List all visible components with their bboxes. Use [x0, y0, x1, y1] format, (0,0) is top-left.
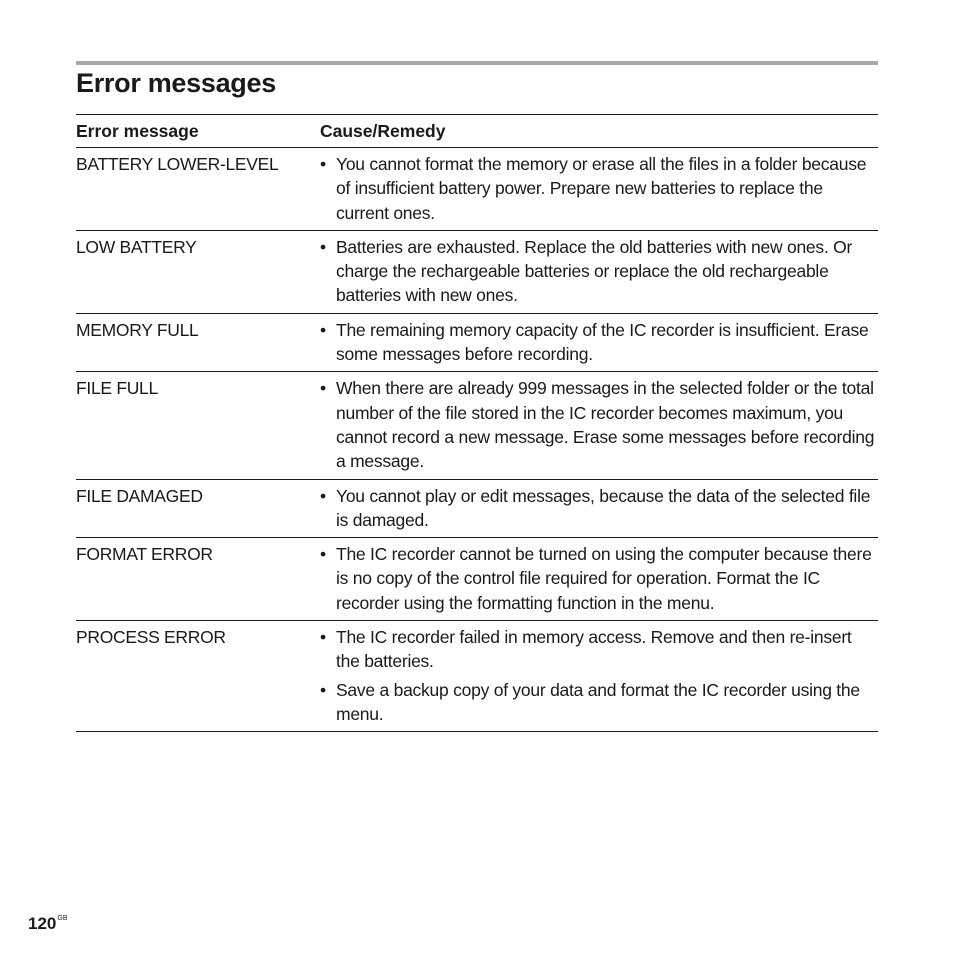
remedy-bullet-item: [320, 376, 878, 473]
cause-remedy-cell: [320, 152, 878, 225]
remedy-text: You cannot play or edit messages, because the data of the selected file is damaged.: [336, 485, 871, 530]
remedy-bullet-item: [320, 625, 878, 674]
error-message-cell: PROCESS ERROR: [76, 627, 226, 648]
error-message-cell: BATTERY LOWER-LEVEL: [76, 154, 279, 174]
cause-remedy-cell: [320, 318, 878, 367]
error-message-cell: FILE DAMAGED: [76, 485, 203, 506]
cause-remedy-cell: [320, 235, 878, 308]
table-row: [76, 538, 878, 621]
remedy-bullet-item: [320, 678, 878, 727]
error-message-cell: FILE FULL: [76, 378, 158, 399]
remedy-bullet-item: [320, 152, 878, 225]
table-row: [76, 372, 878, 479]
error-message-cell: MEMORY FULL: [76, 319, 199, 340]
remedy-bullet-item: [320, 235, 878, 308]
remedy-text: Batteries are exhausted. Replace the old batteries with new ones. Or charge the rechargeable batteries or replace the old rechargeable batteries with new ones.: [336, 236, 853, 306]
remedy-text: The IC recorder cannot be turned on using the computer because there is no copy of the control file required for operation. Format the IC recorder using the formatting function in the menu.: [336, 544, 872, 613]
remedy-text: When there are already 999 messages in the selected folder or the total number of the file stored in the IC recorder becomes maximum, you cannot record a new message. Erase some messages before recording a message.: [336, 378, 875, 472]
cause-remedy-cell: [320, 376, 878, 473]
page-title: Error messages: [76, 68, 276, 98]
bullet-icon: •: [320, 544, 326, 565]
bullet-icon: •: [320, 378, 326, 399]
remedy-text: Save a backup copy of your data and format the IC recorder using the menu.: [336, 679, 860, 724]
cause-remedy-cell: [320, 542, 878, 615]
bullet-icon: •: [320, 627, 326, 648]
remedy-bullet-item: [320, 318, 878, 367]
bullet-icon: •: [320, 154, 326, 174]
remedy-text: The IC recorder failed in memory access. Remove and then re-insert the batteries.: [336, 627, 852, 672]
error-message-cell: LOW BATTERY: [76, 236, 197, 257]
page-number: 120: [28, 914, 57, 933]
remedy-text: The remaining memory capacity of the IC recorder is insufficient. Erase some messages before recording.: [336, 319, 869, 365]
table-row: [76, 314, 878, 373]
remedy-bullet-item: [320, 542, 878, 615]
table-row: [76, 231, 878, 314]
bullet-icon: •: [320, 679, 326, 700]
bullet-icon: •: [320, 319, 326, 340]
error-message-cell: FORMAT ERROR: [76, 544, 213, 565]
header-cause-remedy: Cause/Remedy: [320, 120, 446, 141]
page-footer: [28, 908, 68, 935]
remedy-text: You cannot format the memory or erase all the files in a folder because of insufficient battery power. Prepare new batteries to replace the current ones.: [336, 154, 867, 223]
table-row: [76, 148, 878, 231]
table-header: [76, 115, 878, 148]
table-row: [76, 621, 878, 732]
table-body: [76, 148, 878, 732]
error-messages-table: [76, 114, 878, 732]
remedy-bullet-item: [320, 484, 878, 533]
header-error-message: Error message: [76, 120, 199, 141]
cause-remedy-cell: [320, 484, 878, 533]
table-row: [76, 480, 878, 539]
bullet-icon: •: [320, 236, 326, 257]
cause-remedy-cell: [320, 625, 878, 726]
bullet-icon: •: [320, 485, 326, 506]
region-code: GB: [57, 915, 68, 922]
